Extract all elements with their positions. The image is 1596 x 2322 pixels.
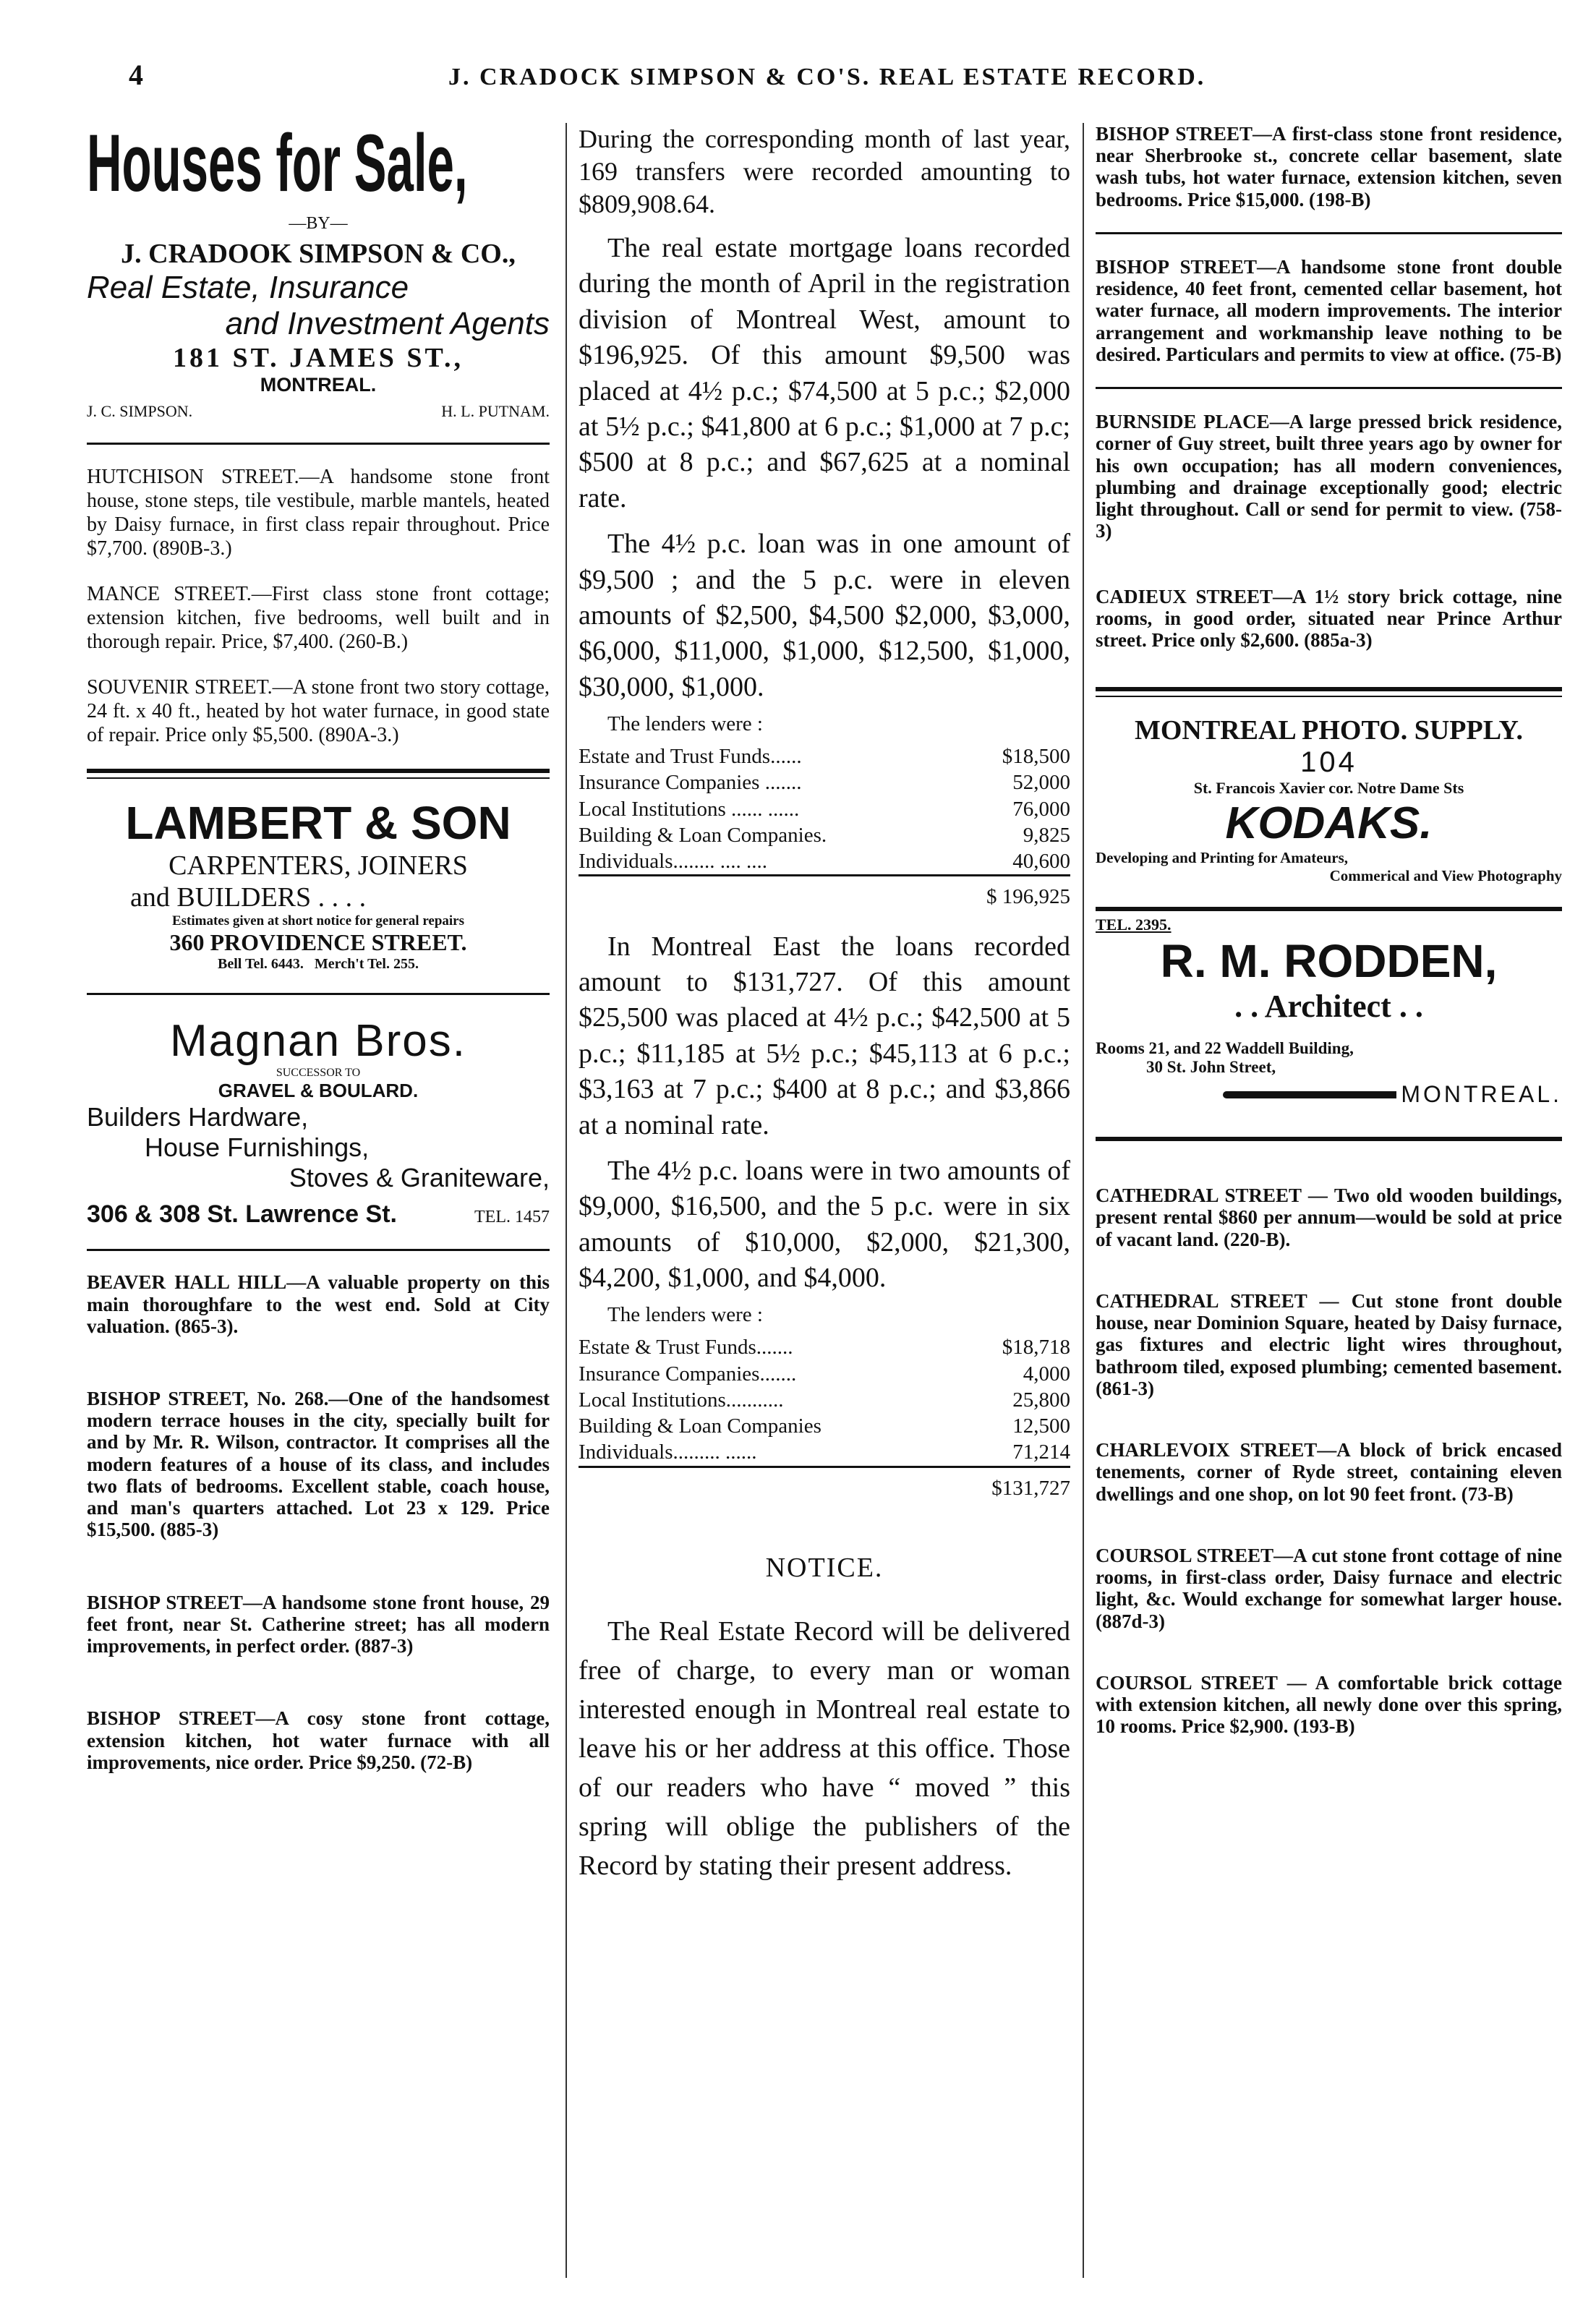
photo-number: 104: [1300, 746, 1357, 779]
houses-ad-line2: and Investment Agents: [225, 306, 550, 341]
column-middle: [579, 123, 1070, 1886]
divider: [87, 769, 550, 773]
listing-item: BEAVER HALL HILL—A valuable property on this main thoroughfare to the west end. Sold at City valuation. (865-3).: [87, 1271, 550, 1337]
lenders-row: [579, 796, 1070, 822]
divider: [87, 993, 550, 995]
lender-label: Local Institutions ...... ......: [579, 797, 800, 821]
lambert-ad: [87, 796, 550, 973]
divider: [1096, 232, 1562, 234]
lenders-row: [579, 743, 1070, 769]
lenders-row: [579, 1334, 1070, 1360]
listing-item: MANCE STREET.—First class stone front cottage; extension kitchen, five bedrooms, well built and in thorough repair. Price, $7,400. (260-B.): [87, 583, 550, 654]
listing-item: BISHOP STREET—A handsome stone front house, 29 feet front, near St. Catherine street; has all modern improvements, in perfect order. (887-3): [87, 1591, 550, 1657]
listings-group: [87, 1271, 550, 1773]
paragraph: The 4½ p.c. loan was in one amount of $9,500 ; and the 5 p.c. were in eleven amounts of $2,500, $4,500 $2,000, $3,000, $6,000, $11,000, $1,000, $12,500, $1,000, $30,000, $1,000.: [579, 529, 1070, 702]
lenders-heading: The lenders were :: [607, 1303, 763, 1327]
lender-label: Individuals......... ......: [579, 1440, 757, 1464]
photo-title: MONTREAL PHOTO. SUPPLY.: [1134, 715, 1524, 746]
lender-label: Local Institutions...........: [579, 1388, 784, 1412]
lambert-line2: and BUILDERS . . . .: [130, 882, 367, 913]
divider: [1096, 696, 1562, 697]
lambert-phones: Bell Tel. 6443. Merch't Tel. 255.: [218, 956, 419, 973]
lenders-row: [579, 848, 1070, 876]
houses-for-sale-ad: [87, 118, 550, 421]
lender-value: 9,825: [1023, 823, 1070, 847]
lenders-table-east: [579, 1334, 1070, 1501]
lenders-row: [579, 1361, 1070, 1387]
rodden-line2: 30 St. John Street,: [1146, 1058, 1276, 1077]
divider: [1096, 687, 1562, 691]
photo-supply-ad: [1096, 714, 1562, 885]
lambert-line1: CARPENTERS, JOINERS: [168, 850, 468, 882]
listing-item: CADIEUX STREET—A 1½ story brick cottage, nine rooms, in good order, situated near Prince Arthur street. Price only $2,600. (885a-3): [1096, 585, 1562, 651]
partner-left: J. C. SIMPSON.: [87, 402, 193, 420]
lender-label: Estate & Trust Funds.......: [579, 1336, 793, 1360]
photo-line2: Commerical and View Photography: [1329, 867, 1562, 885]
magnan-prev: GRAVEL & BOULARD.: [218, 1080, 419, 1102]
houses-ad-line1: Real Estate, Insurance: [87, 270, 409, 305]
lender-value: 12,500: [1012, 1414, 1070, 1438]
lender-label: Individuals........ .... ....: [579, 850, 767, 874]
page-number: 4: [129, 59, 143, 91]
houses-ad-partners: [87, 402, 550, 421]
lenders-row: [579, 1413, 1070, 1439]
photo-street: St. Francois Xavier cor. Notre Dame Sts: [1193, 779, 1464, 798]
lenders-row: [579, 1387, 1070, 1413]
lenders-total-row: [579, 876, 1070, 910]
lenders-row: [579, 822, 1070, 848]
listing-item: SOUVENIR STREET.—A stone front two story cottage, 24 ft. x 40 ft., heated by hot water furnace, in good state of repair. Price only $5,500. (890A-3.): [87, 676, 550, 747]
divider: [1096, 387, 1562, 389]
listings-group: [1096, 1185, 1562, 1737]
houses-ad-address: 181 ST. JAMES ST.,: [172, 343, 464, 373]
listing-item: BISHOP STREET—A first-class stone front residence, near Sherbrooke st., concrete cellar basement, slate wash tubs, hot water furnace, extension kitchen, seven bedrooms. Price $15,000. (198-B): [1096, 123, 1562, 210]
lenders-row: [579, 1439, 1070, 1467]
lender-value: 52,000: [1012, 771, 1070, 795]
houses-ad-city: MONTREAL.: [260, 374, 377, 396]
lambert-line3: Estimates given at short notice for general repairs: [171, 913, 465, 929]
pen-flourish-icon: [1223, 1091, 1396, 1098]
divider: [87, 1249, 550, 1251]
listing-item: COURSOL STREET — A comfortable brick cottage with extension kitchen, all newly done over this spring, 10 rooms. Price $2,900. (193-B): [1096, 1671, 1562, 1738]
lenders-table-west: [579, 743, 1070, 910]
lender-value: $18,500: [1002, 745, 1070, 769]
magnan-address: 306 & 308 St. Lawrence St.: [87, 1200, 397, 1229]
listing-item: BURNSIDE PLACE—A large pressed brick residence, corner of Guy street, built three years ago by owner for his own occupation; has all modern conveniences, plumbing and drainage exceptionally good; electric light throughout. Call or send for permit to view. (758-3): [1096, 411, 1562, 542]
magnan-successor: SUCCESSOR TO: [276, 1067, 361, 1080]
lender-label: Insurance Companies .......: [579, 771, 802, 795]
rodden-name: R. M. RODDEN,: [1160, 935, 1498, 988]
magnan-line1: Builders Hardware,: [87, 1102, 309, 1132]
listings-group: [1096, 123, 1562, 651]
lambert-address: 360 PROVIDENCE STREET.: [169, 929, 467, 956]
photo-kodaks: KODAKS.: [1225, 798, 1433, 849]
notice-text: The Real Estate Record will be delivered free of charge, to every man or woman interested enough in Montreal real estate to leave his or her address at this office. Those of our readers who have “ moved ” this spring will oblige the publishers of the Record by stating their present address.: [579, 1615, 1070, 1881]
houses-ad-firm: J. CRADOOK SIMPSON & CO.,: [121, 239, 516, 269]
lender-value: 76,000: [1012, 797, 1070, 821]
photo-line1: Developing and Printing for Amateurs,: [1096, 849, 1349, 867]
divider: [87, 443, 550, 445]
rodden-role: . . Architect . .: [1234, 989, 1423, 1025]
magnan-title: Magnan Bros.: [170, 1016, 466, 1067]
column-divider: [566, 123, 567, 2278]
lender-value: 40,600: [1012, 850, 1070, 874]
listing-item: CHARLEVOIX STREET—A block of brick encased tenements, corner of Ryde street, containing eleven dwellings and one shop, on lot 90 feet front. (73-B): [1096, 1439, 1562, 1505]
divider: [1096, 1137, 1562, 1141]
lender-label: Insurance Companies.......: [579, 1362, 797, 1386]
listings-group: [87, 465, 550, 747]
lender-value: $18,718: [1002, 1336, 1070, 1360]
lender-value: 4,000: [1023, 1362, 1070, 1386]
rodden-line1: Rooms 21, and 22 Waddell Building,: [1096, 1039, 1354, 1058]
lenders-total: $ 196,925: [946, 876, 1070, 910]
divider: [87, 777, 550, 779]
listing-item: BISHOP STREET—A handsome stone front double residence, 40 feet front, cemented cellar basement, hot water furnace, all modern improvements. The interior arrangement and workmanship leave nothing to be desired. Particulars and permits to view at office. (75-B): [1096, 255, 1562, 365]
lender-label: Building & Loan Companies.: [579, 823, 827, 847]
rodden-city: MONTREAL.: [1401, 1081, 1562, 1108]
partner-right: H. L. PUTNAM.: [441, 402, 550, 420]
lender-label: Building & Loan Companies: [579, 1414, 822, 1438]
column-right: [1096, 123, 1562, 1759]
running-head: J. CRADOCK SIMPSON & CO'S. REAL ESTATE RECORD.: [448, 64, 1206, 90]
column-divider: [1083, 123, 1084, 2278]
lenders-total-row: [579, 1467, 1070, 1501]
lender-value: 25,800: [1012, 1388, 1070, 1412]
magnan-ad: [87, 1015, 550, 1229]
listing-item: CATHEDRAL STREET — Two old wooden buildings, present rental $860 per annum—would be sold at price of vacant land. (220-B).: [1096, 1185, 1562, 1250]
rodden-city-row: [1096, 1081, 1562, 1108]
listing-item: BISHOP STREET, No. 268.—One of the handsomest modern terrace houses in the city, specially built for and by Mr. R. Wilson, contractor. It comprises all the modern features of a house of its class, and includes two flats of bedrooms. Excellent stable, coach house, and man's quarters attached. Lot 23 x 129. Price $15,500. (885-3): [87, 1388, 550, 1541]
lender-label: Estate and Trust Funds......: [579, 745, 802, 769]
column-left: [87, 118, 550, 1795]
lenders-heading: The lenders were :: [607, 712, 763, 736]
paragraph: The real estate mortgage loans recorded during the month of April in the registration division of Montreal West, amount to $196,925. Of this amount $9,500 was placed at 4½ p.c.; $74,500 at 5 p.c.; $2,000 at 5½ p.c.; $41,800 at 6 p.c.; $1,000 at 7 p.c; $500 at 8 p.c.; and $67,625 at a nominal rate.: [579, 233, 1070, 513]
listing-item: HUTCHISON STREET.—A handsome stone front house, stone steps, tile vestibule, marble mantels, heated by Daisy furnace, in first class repair throughout. Price $7,700. (890B-3.): [87, 466, 550, 560]
lenders-row: [579, 769, 1070, 795]
paragraph: The 4½ p.c. loans were in two amounts of $9,000, $16,500, and the 5 p.c. were in six amounts of $10,000, $2,000, $21,300, $4,200, $1,000, and $4,000.: [579, 1155, 1070, 1294]
page-header: [0, 58, 1596, 101]
lenders-total: $131,727: [950, 1467, 1070, 1501]
magnan-line3: Stoves & Graniteware,: [289, 1163, 550, 1193]
rodden-tel: TEL. 2395.: [1096, 915, 1172, 934]
listing-item: CATHEDRAL STREET — Cut stone front double house, near Dominion Square, heated by Daisy furnace, gas fixtures and electric light wires throughout, bathroom tiled, exposed plumbing; cemented basement. (861-3): [1096, 1289, 1562, 1399]
notice-title: NOTICE.: [765, 1552, 884, 1583]
rodden-ad: [1096, 915, 1562, 1108]
lambert-title: LAMBERT & SON: [125, 797, 511, 850]
lender-value: 71,214: [1012, 1440, 1070, 1464]
divider: [1096, 907, 1562, 911]
magnan-address-row: [87, 1200, 550, 1229]
houses-ad-by: —BY—: [289, 214, 348, 233]
magnan-line2: House Furnishings,: [145, 1132, 370, 1163]
paragraph: During the corresponding month of last year, 169 transfers were recorded amounting to $809,908.64.: [579, 124, 1070, 218]
listing-item: BISHOP STREET—A cosy stone front cottage, extension kitchen, hot water furnace with all improvements, nice order. Price $9,250. (72-B): [87, 1707, 550, 1773]
listing-item: COURSOL STREET—A cut stone front cottage of nine rooms, in first-class order, Daisy furnace and electric light, &c. Would exchange for somewhat larger house. (887d-3): [1096, 1544, 1562, 1632]
magnan-tel: TEL. 1457: [474, 1208, 550, 1227]
houses-ad-title: Houses for Sale,: [87, 118, 468, 208]
paragraph: In Montreal East the loans recorded amount to $131,727. Of this amount $25,500 was placed at 4½ p.c.; $42,500 at 5 p.c.; $11,185 at 5½ p.c.; $45,113 at 6 p.c.; $3,163 at 7 p.c.; $400 at 8 p.c.; and $3,866 at a nominal rate.: [579, 931, 1070, 1140]
